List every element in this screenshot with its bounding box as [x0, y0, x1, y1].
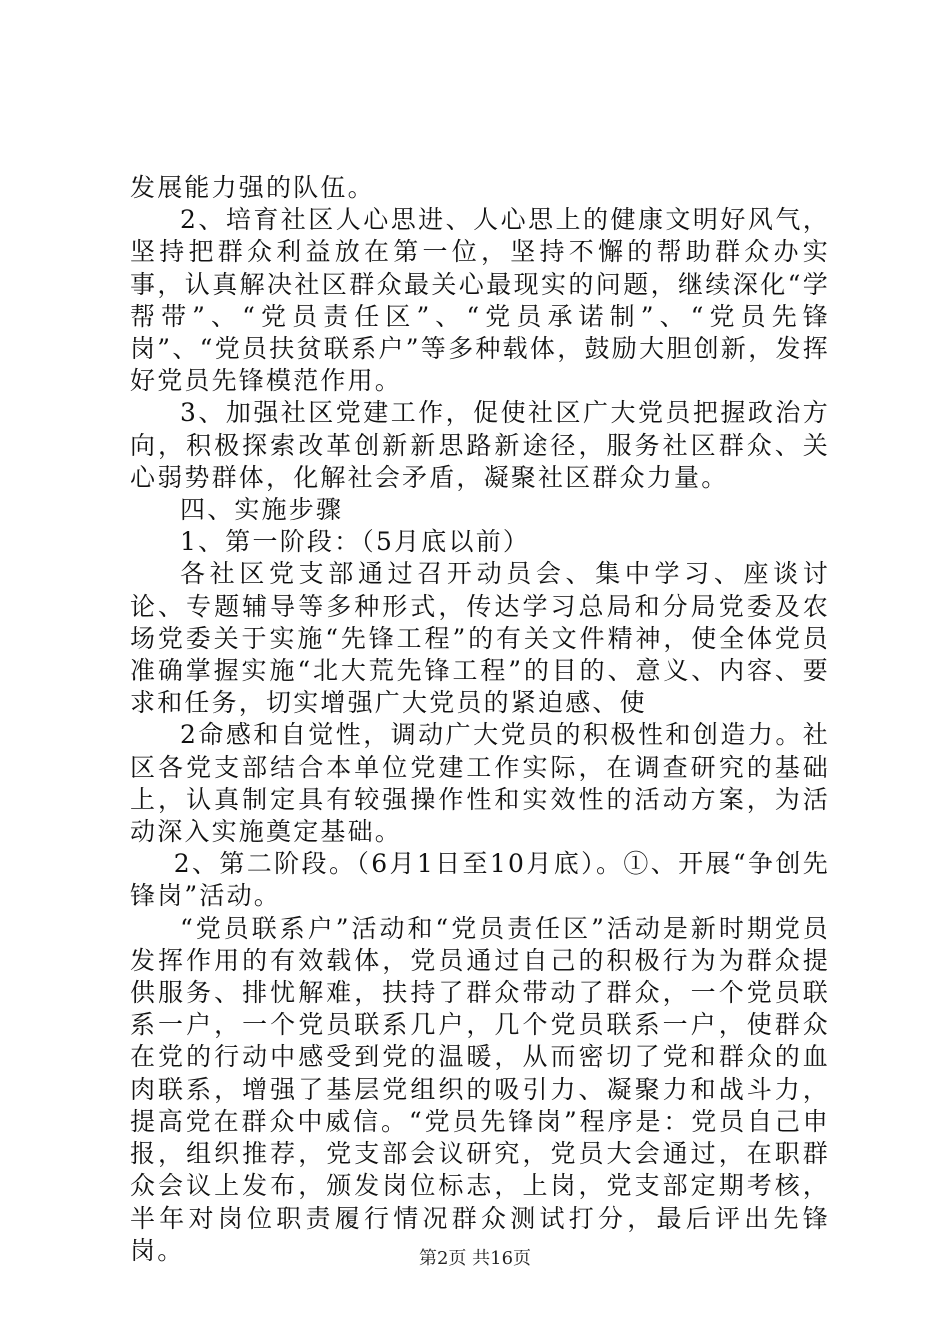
paragraph-item-3: 3、加强社区党建工作，促使社区广大党员把握政治方向，积极探索改革创新新思路新途径，服务社区群众、关心弱势群体，化解社会矛盾，凝聚社区群众力量。	[130, 398, 830, 492]
paragraph-item-2: 2、培育社区人心思进、人心思上的健康文明好风气，坚持把群众利益放在第一位，坚持不懈的帮助群众办实事，认真解决社区群众最关心最现实的问题，继续深化“学帮带”、“党员责任区”、“党员承诺制”、“党员先锋岗”、“党员扶贫联系户”等多种载体，鼓励大胆创新，发挥好党员先锋模范作用。	[130, 205, 830, 396]
paragraph-stage-one-continued: 2命感和自觉性，调动广大党员的积极性和创造力。社区各党支部结合本单位党建工作实际，在调查研究的基础上，认真制定具有较强操作性和实效性的活动方案，为活动深入实施奠定基础。	[130, 720, 830, 847]
section-heading-steps: 四、实施步骤	[180, 495, 344, 525]
page-number-footer: 第2页 共16页	[418, 1248, 532, 1269]
stage-one-heading: 1、第一阶段：（5月底以前）	[180, 527, 531, 557]
paragraph-continuation: 发展能力强的队伍。	[130, 173, 375, 202]
document-body	[130, 172, 830, 1267]
paragraph-stage-one-body: 各社区党支部通过召开动员会、集中学习、座谈讨论、专题辅导等多种形式，传达学习总局和分局党委及农场党委关于实施“先锋工程”的有关文件精神，使全体党员准确掌握实施“北大荒先锋工程”的目的、意义、内容、要求和任务，切实增强广大党员的紧迫感、使	[130, 559, 830, 718]
stage-two-heading: 2、第二阶段。（6月1日至10月底）。①、开展“争创先锋岗”活动。	[130, 849, 830, 911]
paragraph-stage-two-body: “党员联系户”活动和“党员责任区”活动是新时期党员发挥作用的有效载体，党员通过自己的积极行为为群众提供服务、排忧解难，扶持了群众带动了群众，一个党员联系一户，一个党员联系几户，几个党员联系一户，使群众在党的行动中感受到党的温暖，从而密切了党和群众的血肉联系，增强了基层党组织的吸引力、凝聚力和战斗力，提高党在群众中威信。“党员先锋岗”程序是：党员自己申报，组织推荐，党支部会议研究，党员大会通过，在职群众会议上发布，颁发岗位标志，上岗，党支部定期考核，半年对岗位职责履行情况群众测试打分，最后评出先锋岗。	[130, 913, 830, 1265]
